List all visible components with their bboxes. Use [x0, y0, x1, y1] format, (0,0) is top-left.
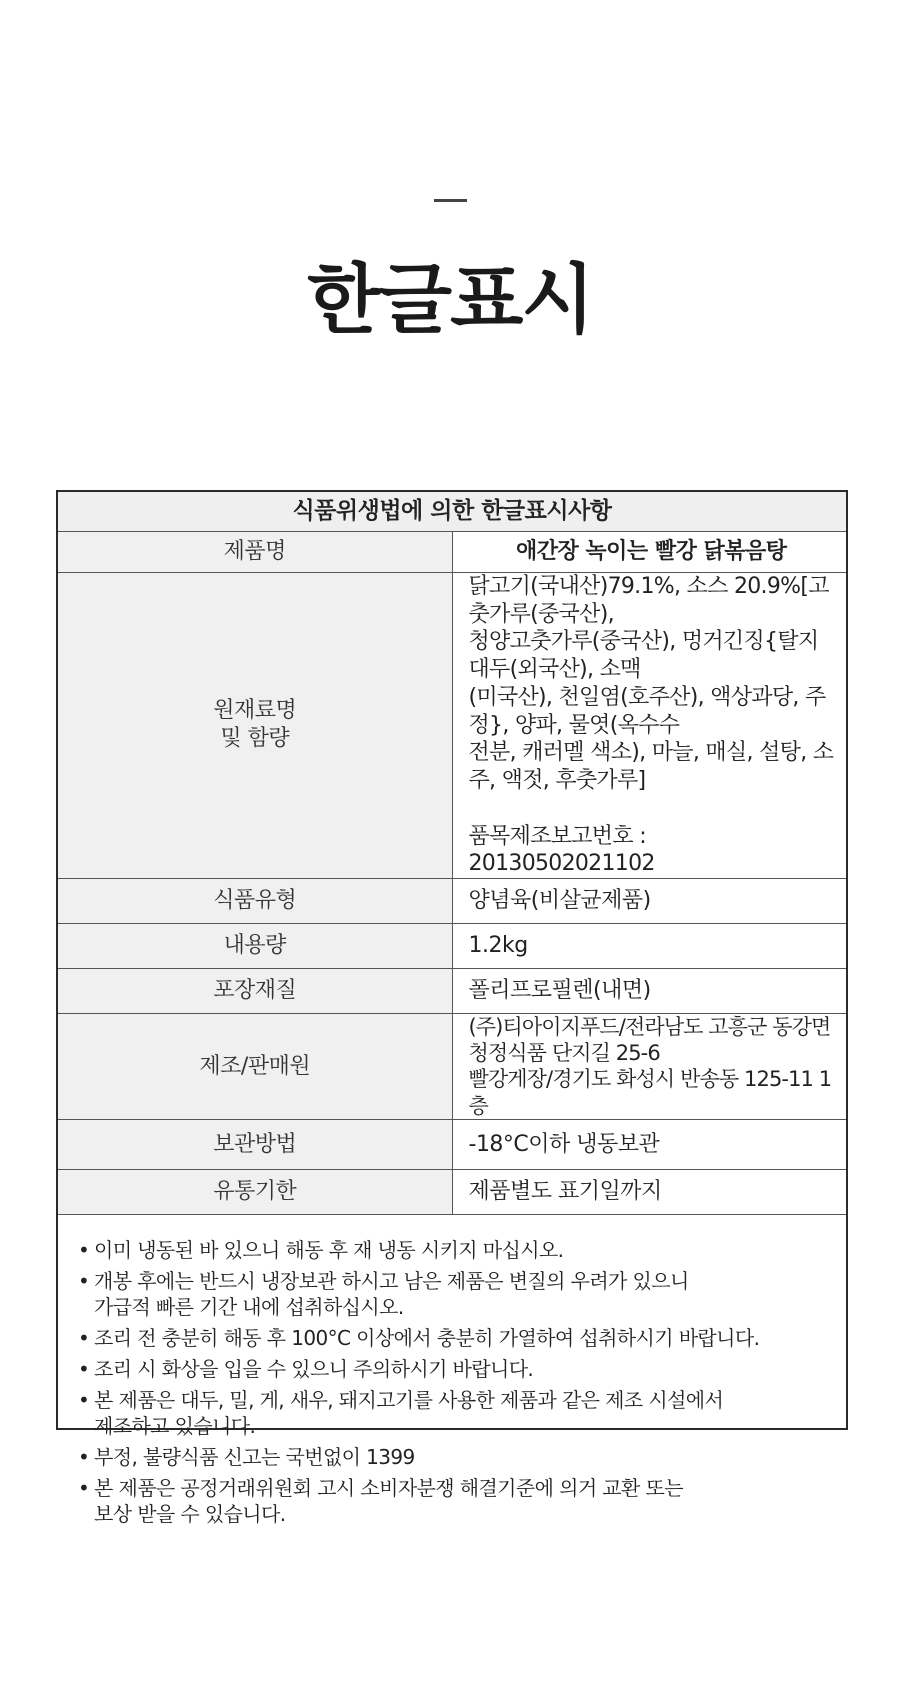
note-line1: 조리 시 화상을 입을 수 있으니 주의하시기 바랍니다. [94, 1356, 534, 1381]
ingredients-key-line1: 원재료명 [213, 697, 297, 723]
manufacturer-line1: (주)티아이지푸드/전라남도 고흥군 동강면 청정식품 단지길 25-6 [468, 1014, 831, 1065]
report-number: 품목제조보고번호 : 20130502021102 [468, 823, 655, 877]
ingredients-key [58, 573, 452, 879]
note-line2: 가급적 빠른 기간 내에 섭취하십시오. [94, 1294, 404, 1319]
storage-value: -18°C이하 냉동보관 [452, 1119, 846, 1169]
label-table [58, 492, 846, 1215]
list-item [78, 1444, 830, 1470]
product-name-value: 애간장 녹이는 빨강 닭볶음탕 [452, 532, 846, 573]
expiry-row [58, 1169, 846, 1214]
manufacturer-value [452, 1013, 846, 1119]
note-line1: 본 제품은 대두, 밀, 게, 새우, 돼지고기를 사용한 제품과 같은 제조 시설에서 [94, 1387, 724, 1412]
net-weight-row [58, 923, 846, 968]
manufacturer-key: 제조/판매원 [58, 1013, 452, 1119]
title-divider-dash [434, 199, 467, 202]
product-name-key: 제품명 [58, 532, 452, 573]
ingredients-line: 전분, 캐러멜 색소), 마늘, 매실, 설탕, 소주, 액젓, 후춧가루] [468, 740, 834, 794]
manufacturer-line2: 빨강게장/경기도 화성시 반송동 125-11 1층 [468, 1067, 832, 1118]
manufacturer-row [58, 1013, 846, 1119]
list-item [78, 1237, 830, 1263]
note-line1: 개봉 후에는 반드시 냉장보관 하시고 남은 제품은 변질의 우려가 있으니 [94, 1268, 689, 1293]
expiry-key: 유통기한 [58, 1169, 452, 1214]
ingredients-line: (미국산), 천일염(호주산), 액상과당, 주정}, 양파, 물엿(옥수수 [468, 684, 826, 738]
ingredients-value [452, 573, 846, 879]
note-line2: 보상 받을 수 있습니다. [94, 1501, 286, 1526]
food-type-value: 양념육(비살균제품) [452, 878, 846, 923]
packaging-value: 폴리프로필렌(내면) [452, 968, 846, 1013]
net-weight-key: 내용량 [58, 923, 452, 968]
storage-key: 보관방법 [58, 1119, 452, 1169]
product-name-row [58, 532, 846, 573]
note-line1: 부정, 불량식품 신고는 국번없이 1399 [94, 1444, 415, 1469]
korean-label-box [56, 490, 848, 1526]
list-item [78, 1356, 830, 1382]
page-title: 한글표시 [307, 255, 593, 344]
food-type-key: 식품유형 [58, 878, 452, 923]
net-weight-value: 1.2kg [452, 923, 846, 968]
ingredients-row [58, 573, 846, 879]
packaging-row [58, 968, 846, 1013]
note-line1: 조리 전 충분히 해동 후 100°C 이상에서 충분히 가열하여 섭취하시기 바랍니다. [94, 1325, 760, 1350]
packaging-key: 포장재질 [58, 968, 452, 1013]
notes-list [58, 1215, 846, 1527]
list-item [78, 1268, 830, 1320]
expiry-value: 제품별도 표기일까지 [452, 1169, 846, 1214]
list-item [78, 1475, 830, 1527]
label-header: 식품위생법에 의한 한글표시사항 [58, 492, 846, 532]
note-line2: 제조하고 있습니다. [94, 1413, 256, 1438]
note-line1: 본 제품은 공정거래위원회 고시 소비자분쟁 해결기준에 의거 교환 또는 [94, 1475, 683, 1500]
ingredients-line: 청양고춧가루(중국산), 멍거긴징{탈지대두(외국산), 소맥 [468, 629, 819, 683]
note-line1: 이미 냉동된 바 있으니 해동 후 재 냉동 시키지 마십시오. [94, 1237, 564, 1262]
ingredients-text [469, 573, 835, 795]
list-item [78, 1325, 830, 1351]
ingredients-line: 닭고기(국내산)79.1%, 소스 20.9%[고춧가루(중국산), [468, 574, 829, 627]
food-type-row [58, 878, 846, 923]
storage-row [58, 1119, 846, 1169]
list-item [78, 1387, 830, 1439]
ingredients-key-line2: 및 함량 [220, 726, 290, 752]
label-header-row [58, 492, 846, 532]
